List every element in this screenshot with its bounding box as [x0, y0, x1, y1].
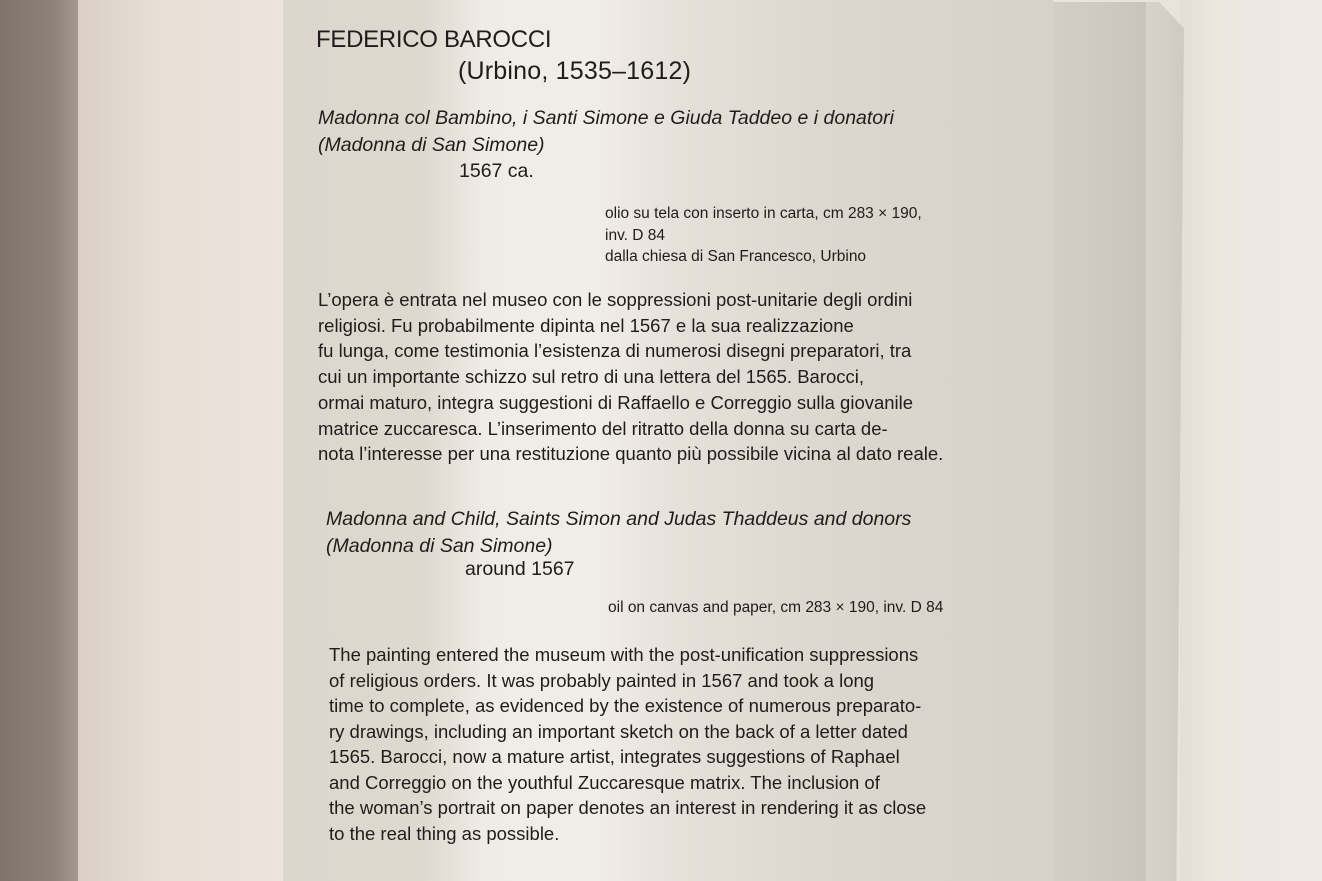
title-line: Madonna and Child, Saints Simon and Judas Thaddeus and donors [326, 508, 912, 530]
body-line: religiosi. Fu probabilmente dipinta nel 1567 e la sua realizzazione [318, 314, 854, 336]
artwork-title-english [326, 506, 911, 560]
details-line: inv. D 84 [605, 226, 666, 244]
artwork-title-italian [318, 105, 894, 159]
body-line: nota l’interesse per una restituzione quanto più possibile vicina al dato reale. [318, 443, 944, 465]
artist-name: FEDERICO BAROCCI [316, 26, 552, 53]
artwork-date-english: around 1567 [465, 558, 575, 580]
body-line: the woman’s portrait on paper denotes an interest in rendering it as close [329, 797, 927, 818]
panel-side-edge [1050, 2, 1159, 881]
body-line: to the real thing as possible. [329, 822, 560, 844]
body-line: 1565. Barocci, now a mature artist, integrates suggestions of Raphael [329, 746, 900, 767]
body-line: matrice zuccaresca. L’inserimento del ritratto della donna su carta de- [318, 417, 888, 439]
description-english [329, 642, 926, 846]
body-line: The painting entered the museum with the post-unification suppressions [329, 644, 919, 665]
wall-right [1180, 0, 1322, 881]
details-line: dalla chiesa di San Francesco, Urbino [605, 248, 867, 265]
body-line: and Correggio on the youthful Zuccaresque matrix. The inclusion of [329, 771, 880, 793]
body-line: ry drawings, including an important sketch on the back of a letter dated [329, 720, 908, 742]
artwork-details-italian [605, 203, 922, 268]
artwork-date-italian: 1567 ca. [459, 160, 534, 182]
body-line: fu lunga, come testimonia l’esistenza di numerosi disegni preparatori, tra [318, 340, 912, 362]
artwork-details-english: oil on canvas and paper, cm 283 × 190, inv. D 84 [608, 599, 944, 616]
title-line: (Madonna di San Simone) [318, 134, 545, 156]
body-line: cui un importante schizzo sul retro di una lettera del 1565. Barocci, [318, 366, 865, 388]
title-line: Madonna col Bambino, i Santi Simone e Giuda Taddeo e i donatori [318, 107, 894, 129]
body-line: of religious orders. It was probably painted in 1567 and took a long [329, 669, 875, 691]
title-line: (Madonna di San Simone) [326, 535, 553, 557]
body-line: time to complete, as evidenced by the existence of numerous preparato- [329, 695, 922, 716]
body-line: ormai maturo, integra suggestioni di Raffaello e Correggio sulla giovanile [318, 391, 914, 413]
panel-edge-bevel [1146, 2, 1184, 881]
wall-shadow [0, 0, 78, 881]
body-line: L’opera è entrata nel museo con le soppressioni post-unitarie degli ordini [318, 289, 913, 310]
details-line: olio su tela con inserto in carta, cm 283 × 190, [605, 205, 922, 222]
wall-left [78, 0, 283, 881]
artist-dates: (Urbino, 1535–1612) [458, 57, 692, 85]
description-italian [318, 287, 943, 467]
